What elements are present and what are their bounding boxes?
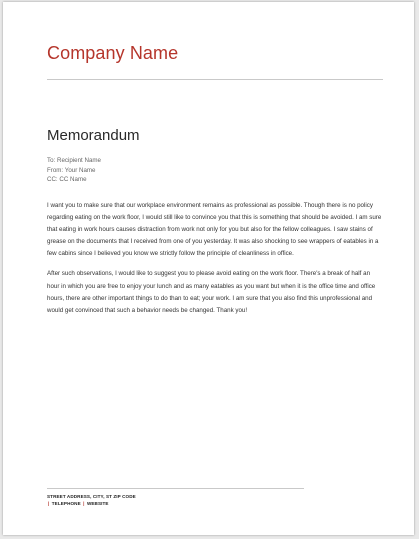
memo-header-fields [47,156,101,185]
memo-page [3,2,414,535]
memo-title: Memorandum [47,127,140,144]
body-paragraph-1: I want you to make sure that our workplace environment remains as professional as possible. Though there is no policy regarding eating on the work floor, I would still like to convince you that this is something that should be avoided. I am sure that eating in work hours causes distraction from work not only for you but also for the fellow colleagues. I saw stains of grease on the documents that I received from one of you yesterday. It was also shocking to see wrappers of eatables in a few cabins since I believed you know we strictly follow the principle of cleanliness in office. [47,202,382,258]
memo-body [47,200,383,325]
footer [47,493,136,507]
from-line: From: Your Name [47,166,96,174]
footer-telephone: TELEPHONE [51,501,81,506]
body-paragraph-2: After such observations, I would like to suggest you to please avoid eating on the work floor. There's a break of half an hour in which you are free to enjoy your lunch and as many eatables as you want but when it is the office time and office hours, there are other important things to do than to eat; your work. I am sure that you also find this unprofessional and would get convinced that such a behavior needs be changed. Thank you! [47,270,376,314]
company-name: Company Name [47,43,179,63]
footer-address: STREET ADDRESS, CITY, ST ZIP CODE [47,494,136,499]
cc-line: CC: CC Name [47,176,87,183]
footer-separator: | [83,501,85,506]
footer-contact [47,500,136,507]
footer-separator: | [48,501,50,506]
footer-website: WEBSITE [86,501,109,506]
header-divider [47,79,383,80]
to-line: To: Recipient Name [47,157,101,164]
footer-divider [47,488,304,489]
